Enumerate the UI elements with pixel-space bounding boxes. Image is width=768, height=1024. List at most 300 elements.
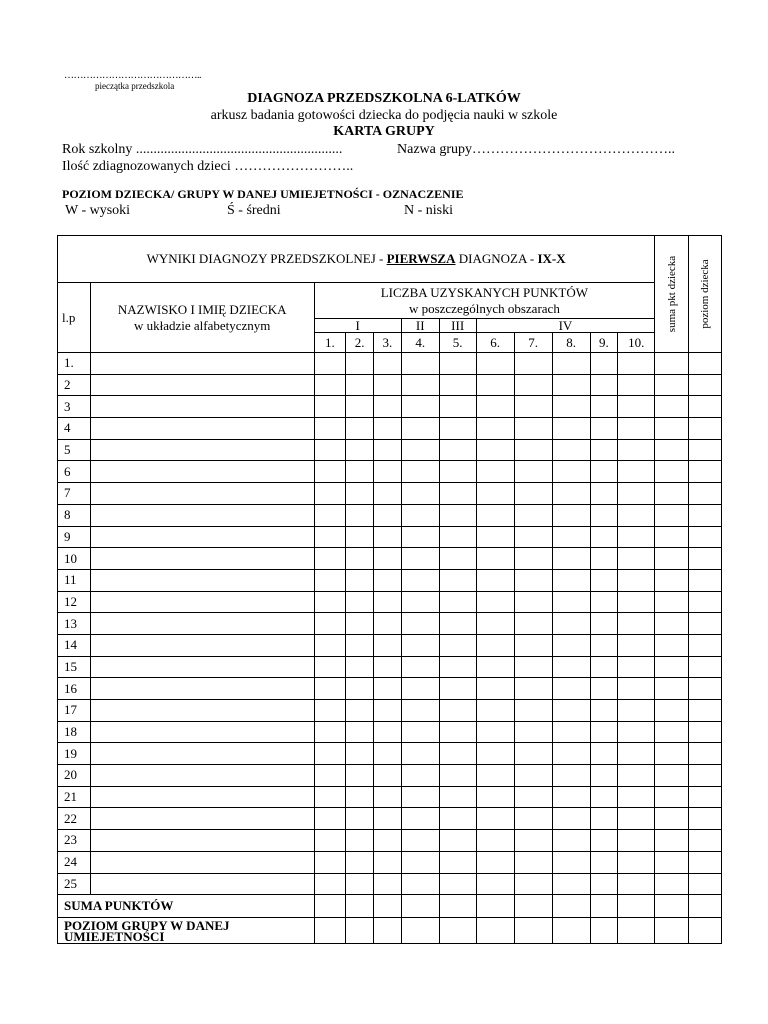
score-cell[interactable] xyxy=(314,461,346,483)
score-cell[interactable] xyxy=(314,569,346,591)
score-cell[interactable] xyxy=(590,700,618,722)
level-cell[interactable] xyxy=(514,918,552,944)
children-count-field[interactable]: Ilość zdiagnozowanych dzieci …………………….. xyxy=(62,159,354,174)
score-cell[interactable] xyxy=(374,873,402,895)
score-cell[interactable] xyxy=(401,439,439,461)
child-sum-cell[interactable] xyxy=(655,830,689,852)
score-cell[interactable] xyxy=(314,873,346,895)
score-cell[interactable] xyxy=(476,656,514,678)
child-sum-cell[interactable] xyxy=(655,700,689,722)
score-cell[interactable] xyxy=(590,483,618,505)
score-cell[interactable] xyxy=(314,418,346,440)
child-level-cell[interactable] xyxy=(689,873,722,895)
child-name-cell[interactable] xyxy=(90,526,314,548)
child-level-cell[interactable] xyxy=(689,765,722,787)
score-cell[interactable] xyxy=(374,526,402,548)
score-cell[interactable] xyxy=(314,830,346,852)
score-cell[interactable] xyxy=(514,765,552,787)
score-cell[interactable] xyxy=(514,526,552,548)
child-name-cell[interactable] xyxy=(90,851,314,873)
score-cell[interactable] xyxy=(618,396,655,418)
child-sum-cell[interactable] xyxy=(655,374,689,396)
child-level-cell[interactable] xyxy=(689,461,722,483)
child-level-cell[interactable] xyxy=(689,591,722,613)
level-cell[interactable] xyxy=(590,918,618,944)
score-cell[interactable] xyxy=(552,418,590,440)
score-cell[interactable] xyxy=(514,461,552,483)
score-cell[interactable] xyxy=(374,786,402,808)
score-cell[interactable] xyxy=(314,613,346,635)
score-cell[interactable] xyxy=(439,721,476,743)
score-cell[interactable] xyxy=(401,461,439,483)
score-cell[interactable] xyxy=(590,396,618,418)
score-cell[interactable] xyxy=(374,418,402,440)
score-cell[interactable] xyxy=(590,504,618,526)
score-cell[interactable] xyxy=(314,786,346,808)
child-name-cell[interactable] xyxy=(90,786,314,808)
score-cell[interactable] xyxy=(552,374,590,396)
score-cell[interactable] xyxy=(590,786,618,808)
child-sum-cell[interactable] xyxy=(655,743,689,765)
child-level-cell[interactable] xyxy=(689,634,722,656)
score-cell[interactable] xyxy=(590,830,618,852)
score-cell[interactable] xyxy=(314,591,346,613)
score-cell[interactable] xyxy=(346,721,374,743)
child-level-cell[interactable] xyxy=(689,786,722,808)
score-cell[interactable] xyxy=(552,678,590,700)
score-cell[interactable] xyxy=(439,743,476,765)
score-cell[interactable] xyxy=(476,504,514,526)
child-level-cell[interactable] xyxy=(689,656,722,678)
child-name-cell[interactable] xyxy=(90,439,314,461)
score-cell[interactable] xyxy=(514,613,552,635)
score-cell[interactable] xyxy=(401,656,439,678)
score-cell[interactable] xyxy=(476,353,514,375)
score-cell[interactable] xyxy=(346,634,374,656)
score-cell[interactable] xyxy=(401,765,439,787)
score-cell[interactable] xyxy=(401,504,439,526)
score-cell[interactable] xyxy=(346,591,374,613)
child-sum-cell[interactable] xyxy=(655,786,689,808)
score-cell[interactable] xyxy=(439,439,476,461)
child-level-cell[interactable] xyxy=(689,700,722,722)
school-year-field[interactable]: Rok szkolny ........................................................... xyxy=(62,142,343,157)
score-cell[interactable] xyxy=(476,418,514,440)
score-cell[interactable] xyxy=(374,396,402,418)
child-sum-cell[interactable] xyxy=(655,526,689,548)
child-level-cell[interactable] xyxy=(689,678,722,700)
child-sum-cell[interactable] xyxy=(655,418,689,440)
score-cell[interactable] xyxy=(590,353,618,375)
score-cell[interactable] xyxy=(618,591,655,613)
score-cell[interactable] xyxy=(514,851,552,873)
score-cell[interactable] xyxy=(374,830,402,852)
score-cell[interactable] xyxy=(374,548,402,570)
score-cell[interactable] xyxy=(514,439,552,461)
child-name-cell[interactable] xyxy=(90,678,314,700)
sum-cell[interactable] xyxy=(655,895,689,918)
score-cell[interactable] xyxy=(439,808,476,830)
child-name-cell[interactable] xyxy=(90,613,314,635)
score-cell[interactable] xyxy=(552,873,590,895)
score-cell[interactable] xyxy=(374,461,402,483)
sum-cell[interactable] xyxy=(552,895,590,918)
score-cell[interactable] xyxy=(618,483,655,505)
score-cell[interactable] xyxy=(346,830,374,852)
child-name-cell[interactable] xyxy=(90,374,314,396)
score-cell[interactable] xyxy=(552,353,590,375)
sum-cell[interactable] xyxy=(374,895,402,918)
sum-cell[interactable] xyxy=(689,895,722,918)
score-cell[interactable] xyxy=(401,613,439,635)
child-sum-cell[interactable] xyxy=(655,613,689,635)
child-name-cell[interactable] xyxy=(90,504,314,526)
score-cell[interactable] xyxy=(590,656,618,678)
score-cell[interactable] xyxy=(346,504,374,526)
score-cell[interactable] xyxy=(514,591,552,613)
score-cell[interactable] xyxy=(618,418,655,440)
score-cell[interactable] xyxy=(618,808,655,830)
score-cell[interactable] xyxy=(401,483,439,505)
score-cell[interactable] xyxy=(552,526,590,548)
score-cell[interactable] xyxy=(514,353,552,375)
score-cell[interactable] xyxy=(346,765,374,787)
score-cell[interactable] xyxy=(552,765,590,787)
score-cell[interactable] xyxy=(374,374,402,396)
child-level-cell[interactable] xyxy=(689,548,722,570)
score-cell[interactable] xyxy=(514,569,552,591)
score-cell[interactable] xyxy=(346,418,374,440)
score-cell[interactable] xyxy=(514,483,552,505)
score-cell[interactable] xyxy=(401,721,439,743)
child-level-cell[interactable] xyxy=(689,396,722,418)
score-cell[interactable] xyxy=(618,851,655,873)
score-cell[interactable] xyxy=(590,591,618,613)
child-name-cell[interactable] xyxy=(90,396,314,418)
score-cell[interactable] xyxy=(346,873,374,895)
score-cell[interactable] xyxy=(618,656,655,678)
child-name-cell[interactable] xyxy=(90,700,314,722)
score-cell[interactable] xyxy=(346,700,374,722)
score-cell[interactable] xyxy=(618,461,655,483)
score-cell[interactable] xyxy=(346,439,374,461)
child-level-cell[interactable] xyxy=(689,808,722,830)
score-cell[interactable] xyxy=(314,634,346,656)
score-cell[interactable] xyxy=(401,548,439,570)
score-cell[interactable] xyxy=(476,461,514,483)
score-cell[interactable] xyxy=(590,548,618,570)
sum-cell[interactable] xyxy=(439,895,476,918)
score-cell[interactable] xyxy=(476,526,514,548)
score-cell[interactable] xyxy=(552,461,590,483)
score-cell[interactable] xyxy=(314,353,346,375)
child-sum-cell[interactable] xyxy=(655,353,689,375)
score-cell[interactable] xyxy=(552,483,590,505)
score-cell[interactable] xyxy=(476,786,514,808)
child-level-cell[interactable] xyxy=(689,613,722,635)
score-cell[interactable] xyxy=(552,439,590,461)
score-cell[interactable] xyxy=(401,830,439,852)
score-cell[interactable] xyxy=(401,353,439,375)
child-sum-cell[interactable] xyxy=(655,504,689,526)
score-cell[interactable] xyxy=(314,678,346,700)
score-cell[interactable] xyxy=(439,700,476,722)
score-cell[interactable] xyxy=(401,808,439,830)
score-cell[interactable] xyxy=(346,526,374,548)
score-cell[interactable] xyxy=(618,830,655,852)
score-cell[interactable] xyxy=(439,483,476,505)
level-cell[interactable] xyxy=(618,918,655,944)
level-cell[interactable] xyxy=(374,918,402,944)
sum-cell[interactable] xyxy=(314,895,346,918)
score-cell[interactable] xyxy=(476,569,514,591)
score-cell[interactable] xyxy=(346,548,374,570)
score-cell[interactable] xyxy=(618,353,655,375)
score-cell[interactable] xyxy=(514,873,552,895)
level-cell[interactable] xyxy=(401,918,439,944)
score-cell[interactable] xyxy=(514,743,552,765)
level-cell[interactable] xyxy=(439,918,476,944)
score-cell[interactable] xyxy=(476,483,514,505)
score-cell[interactable] xyxy=(552,830,590,852)
score-cell[interactable] xyxy=(346,743,374,765)
score-cell[interactable] xyxy=(439,504,476,526)
child-level-cell[interactable] xyxy=(689,721,722,743)
score-cell[interactable] xyxy=(552,656,590,678)
score-cell[interactable] xyxy=(401,569,439,591)
score-cell[interactable] xyxy=(476,439,514,461)
score-cell[interactable] xyxy=(439,851,476,873)
level-cell[interactable] xyxy=(655,918,689,944)
score-cell[interactable] xyxy=(618,743,655,765)
child-sum-cell[interactable] xyxy=(655,765,689,787)
score-cell[interactable] xyxy=(514,418,552,440)
score-cell[interactable] xyxy=(618,678,655,700)
score-cell[interactable] xyxy=(552,396,590,418)
score-cell[interactable] xyxy=(476,743,514,765)
child-level-cell[interactable] xyxy=(689,353,722,375)
child-name-cell[interactable] xyxy=(90,353,314,375)
sum-cell[interactable] xyxy=(401,895,439,918)
sum-cell[interactable] xyxy=(346,895,374,918)
score-cell[interactable] xyxy=(346,569,374,591)
level-cell[interactable] xyxy=(346,918,374,944)
score-cell[interactable] xyxy=(590,765,618,787)
child-level-cell[interactable] xyxy=(689,418,722,440)
child-name-cell[interactable] xyxy=(90,634,314,656)
score-cell[interactable] xyxy=(374,808,402,830)
child-level-cell[interactable] xyxy=(689,374,722,396)
score-cell[interactable] xyxy=(346,851,374,873)
score-cell[interactable] xyxy=(374,634,402,656)
score-cell[interactable] xyxy=(590,634,618,656)
score-cell[interactable] xyxy=(514,830,552,852)
score-cell[interactable] xyxy=(476,873,514,895)
score-cell[interactable] xyxy=(618,504,655,526)
score-cell[interactable] xyxy=(374,504,402,526)
score-cell[interactable] xyxy=(401,591,439,613)
child-sum-cell[interactable] xyxy=(655,591,689,613)
score-cell[interactable] xyxy=(314,808,346,830)
score-cell[interactable] xyxy=(374,700,402,722)
child-name-cell[interactable] xyxy=(90,743,314,765)
score-cell[interactable] xyxy=(514,721,552,743)
score-cell[interactable] xyxy=(476,613,514,635)
score-cell[interactable] xyxy=(590,873,618,895)
score-cell[interactable] xyxy=(476,851,514,873)
score-cell[interactable] xyxy=(618,569,655,591)
score-cell[interactable] xyxy=(314,548,346,570)
score-cell[interactable] xyxy=(314,851,346,873)
score-cell[interactable] xyxy=(439,678,476,700)
score-cell[interactable] xyxy=(401,743,439,765)
score-cell[interactable] xyxy=(346,353,374,375)
score-cell[interactable] xyxy=(590,678,618,700)
score-cell[interactable] xyxy=(618,765,655,787)
score-cell[interactable] xyxy=(618,786,655,808)
score-cell[interactable] xyxy=(514,634,552,656)
score-cell[interactable] xyxy=(401,678,439,700)
score-cell[interactable] xyxy=(401,374,439,396)
score-cell[interactable] xyxy=(590,461,618,483)
score-cell[interactable] xyxy=(374,721,402,743)
sum-cell[interactable] xyxy=(618,895,655,918)
child-sum-cell[interactable] xyxy=(655,678,689,700)
score-cell[interactable] xyxy=(476,678,514,700)
child-sum-cell[interactable] xyxy=(655,439,689,461)
child-sum-cell[interactable] xyxy=(655,873,689,895)
score-cell[interactable] xyxy=(590,743,618,765)
sum-cell[interactable] xyxy=(590,895,618,918)
score-cell[interactable] xyxy=(346,613,374,635)
score-cell[interactable] xyxy=(552,504,590,526)
score-cell[interactable] xyxy=(476,765,514,787)
child-level-cell[interactable] xyxy=(689,439,722,461)
score-cell[interactable] xyxy=(439,873,476,895)
level-cell[interactable] xyxy=(552,918,590,944)
score-cell[interactable] xyxy=(401,851,439,873)
score-cell[interactable] xyxy=(346,786,374,808)
score-cell[interactable] xyxy=(618,700,655,722)
score-cell[interactable] xyxy=(590,418,618,440)
child-name-cell[interactable] xyxy=(90,569,314,591)
score-cell[interactable] xyxy=(439,548,476,570)
score-cell[interactable] xyxy=(314,483,346,505)
score-cell[interactable] xyxy=(618,634,655,656)
score-cell[interactable] xyxy=(374,613,402,635)
score-cell[interactable] xyxy=(439,461,476,483)
level-cell[interactable] xyxy=(314,918,346,944)
score-cell[interactable] xyxy=(346,396,374,418)
score-cell[interactable] xyxy=(590,439,618,461)
score-cell[interactable] xyxy=(346,461,374,483)
child-name-cell[interactable] xyxy=(90,591,314,613)
child-sum-cell[interactable] xyxy=(655,851,689,873)
score-cell[interactable] xyxy=(439,374,476,396)
score-cell[interactable] xyxy=(476,374,514,396)
child-sum-cell[interactable] xyxy=(655,461,689,483)
score-cell[interactable] xyxy=(374,851,402,873)
score-cell[interactable] xyxy=(374,656,402,678)
child-sum-cell[interactable] xyxy=(655,656,689,678)
score-cell[interactable] xyxy=(401,873,439,895)
score-cell[interactable] xyxy=(514,700,552,722)
score-cell[interactable] xyxy=(618,526,655,548)
child-sum-cell[interactable] xyxy=(655,808,689,830)
score-cell[interactable] xyxy=(552,569,590,591)
score-cell[interactable] xyxy=(374,439,402,461)
score-cell[interactable] xyxy=(439,396,476,418)
score-cell[interactable] xyxy=(314,396,346,418)
score-cell[interactable] xyxy=(439,418,476,440)
child-sum-cell[interactable] xyxy=(655,569,689,591)
score-cell[interactable] xyxy=(476,548,514,570)
score-cell[interactable] xyxy=(401,418,439,440)
score-cell[interactable] xyxy=(476,830,514,852)
score-cell[interactable] xyxy=(590,613,618,635)
score-cell[interactable] xyxy=(476,700,514,722)
score-cell[interactable] xyxy=(374,591,402,613)
score-cell[interactable] xyxy=(514,396,552,418)
sum-cell[interactable] xyxy=(514,895,552,918)
score-cell[interactable] xyxy=(314,656,346,678)
score-cell[interactable] xyxy=(514,678,552,700)
score-cell[interactable] xyxy=(552,808,590,830)
score-cell[interactable] xyxy=(618,721,655,743)
score-cell[interactable] xyxy=(552,613,590,635)
score-cell[interactable] xyxy=(439,569,476,591)
score-cell[interactable] xyxy=(439,591,476,613)
score-cell[interactable] xyxy=(346,808,374,830)
child-level-cell[interactable] xyxy=(689,526,722,548)
score-cell[interactable] xyxy=(618,548,655,570)
score-cell[interactable] xyxy=(552,634,590,656)
score-cell[interactable] xyxy=(590,526,618,548)
child-level-cell[interactable] xyxy=(689,569,722,591)
child-level-cell[interactable] xyxy=(689,483,722,505)
score-cell[interactable] xyxy=(346,374,374,396)
score-cell[interactable] xyxy=(401,786,439,808)
child-name-cell[interactable] xyxy=(90,461,314,483)
sum-cell[interactable] xyxy=(476,895,514,918)
score-cell[interactable] xyxy=(618,439,655,461)
score-cell[interactable] xyxy=(476,721,514,743)
score-cell[interactable] xyxy=(514,656,552,678)
score-cell[interactable] xyxy=(439,634,476,656)
score-cell[interactable] xyxy=(439,656,476,678)
score-cell[interactable] xyxy=(590,569,618,591)
score-cell[interactable] xyxy=(439,830,476,852)
score-cell[interactable] xyxy=(346,656,374,678)
score-cell[interactable] xyxy=(401,700,439,722)
score-cell[interactable] xyxy=(439,526,476,548)
score-cell[interactable] xyxy=(374,678,402,700)
score-cell[interactable] xyxy=(314,526,346,548)
score-cell[interactable] xyxy=(439,765,476,787)
score-cell[interactable] xyxy=(346,483,374,505)
score-cell[interactable] xyxy=(346,678,374,700)
score-cell[interactable] xyxy=(439,353,476,375)
group-name-field[interactable]: Nazwa grupy…………………………………….. xyxy=(397,142,676,157)
child-sum-cell[interactable] xyxy=(655,483,689,505)
child-level-cell[interactable] xyxy=(689,743,722,765)
score-cell[interactable] xyxy=(374,765,402,787)
score-cell[interactable] xyxy=(314,439,346,461)
level-cell[interactable] xyxy=(689,918,722,944)
child-name-cell[interactable] xyxy=(90,418,314,440)
score-cell[interactable] xyxy=(314,743,346,765)
score-cell[interactable] xyxy=(590,808,618,830)
